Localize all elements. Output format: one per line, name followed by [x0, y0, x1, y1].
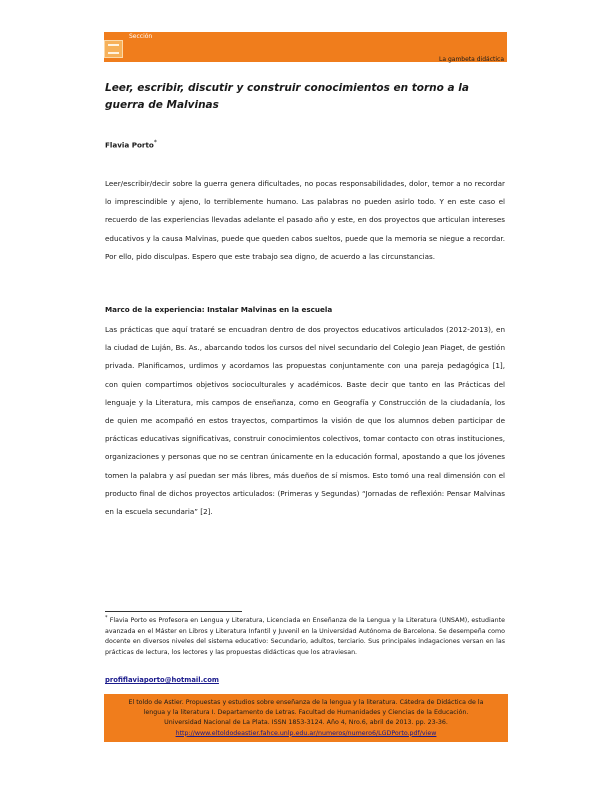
citation-line-1: El toldo de Astier. Propuestas y estudios sobre enseñanza de la lengua y la literatura. Cátedra de Didáctica de la	[128, 699, 484, 706]
body-paragraph: Las prácticas que aquí trataré se encuadran dentro de dos proyectos educativos articulados (2012-2013), en la ciudad de Luján, Bs. As., abarcando todos los cursos del nivel secundario del Colegio Jean Piaget, de gestión privada. Planificamos, urdimos y acordamos las propuestas conjuntamente con una pareja pedagógica [1], con quien compartimos objetivos socioculturales y académicos. Baste decir que tanto en las Prácticas del lenguaje y la Literatura, mis campos de enseñanza, como en Geografía y Construcción de la ciudadanía, los de quien me acompañó en estos trayectos, compartimos la visión de que los alumnos deben participar de prácticas educativas significativas, construir conocimientos colectivos, tomar contacto con otras instituciones, organizaciones y personas que no se centran únicamente en la educación formal, apostando a que los jóvenes tomen la palabra y así puedan ser más libres, más dueños de sí mismos. Esto tomó una real dimensión con el producto final de dichos proyectos articulados: (Primeras y Segundas) “Jornadas de reflexión: Pensar Malvinas en la escuela secundaria” [2].	[105, 325, 505, 517]
intro-paragraph: Leer/escribir/decir sobre la guerra genera dificultades, no pocas responsabilidades, dolor, temor a no recordar lo imprescindible y ajeno, lo terriblemente humano. Las palabras no pueden asirlo todo. Y en este caso el recuerdo de las experiencias llevadas adelante el pasado año y este, en dos proyectos que articulan intereses educativos y la causa Malvinas, puede que queden cabos sueltos, puede que la memoria se niegue a recordar. Por ello, pido disculpas. Espero que este trabajo sea digno, de acuerdo a las circunstancias.	[105, 179, 505, 261]
footnote	[105, 613, 505, 658]
author-line	[105, 139, 157, 149]
article-url-link[interactable]: http://www.eltoldodeastier.fahce.unlp.edu.ar/numeros/numero6/LGDPorto.pdf/view	[175, 729, 437, 737]
author-email-link[interactable]: profiflaviaporto@hotmail.com	[105, 676, 219, 684]
citation-line-3: Universidad Nacional de La Plata. ISSN 1853-3124. Año 4, Nro.6, abril de 2013. pp. 23-36.	[164, 719, 448, 727]
citation-line-2: lengua y la literatura I. Departamento de Letras. Facultad de Humanidades y Ciencias de la Educación.	[143, 709, 469, 717]
author-name: Flavia Porto	[105, 140, 154, 150]
footnote-divider	[105, 611, 242, 612]
footnote-text: Flavia Porto es Profesora en Lengua y Literatura, Licenciada en Enseñanza de la Lengua y la Literatura (UNSAM), estudiante avanzada en el Máster en Libros y Literatura Infantil y Juvenil en la Universidad Autónoma de Barcelona. Se desempeña como docente en diversos niveles del sistema educativo: Secundario, adultos, terciario. Sus principales indagaciones versan en las prácticas de lectura, los lectores y las propuestas didácticas que los atraviesan.	[105, 617, 505, 656]
section-label: Sección	[129, 33, 153, 40]
footnote-mark: *	[105, 615, 108, 621]
author-footnote-mark[interactable]: *	[153, 139, 157, 146]
toldo-logo-icon	[104, 40, 123, 58]
citation-footer	[104, 694, 508, 742]
article-title: Leer, escribir, discutir y construir conocimientos en torno a la guerra de Malvinas	[105, 82, 469, 111]
section-subheading: Marco de la experiencia: Instalar Malvinas en la escuela	[105, 305, 333, 314]
section-name: La gambeta didáctica	[439, 56, 504, 63]
